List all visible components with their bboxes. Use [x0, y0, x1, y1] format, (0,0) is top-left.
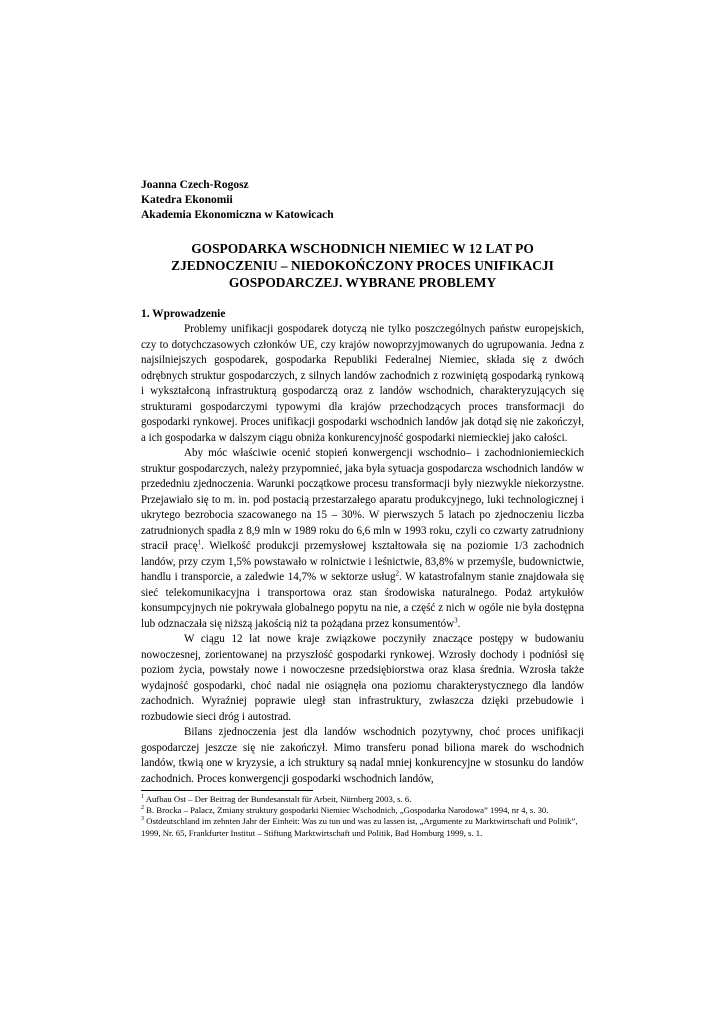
footnote-ref-1[interactable]: 1 — [197, 538, 202, 547]
section-heading: 1. Wprowadzenie — [141, 308, 226, 320]
author-name: Joanna Czech-Rogosz — [141, 179, 249, 191]
footnote-1-text: Aufbau Ost – Der Beitrag der Bundesanstalt für Arbeit, Nürnberg 2003, s. 6. — [144, 794, 412, 804]
footnote-1 — [141, 794, 584, 805]
paragraph-2-part-c: . W katastrofalnym stanie znajdowała się sieć telekomunikacyjna i transportowa oraz stan środowiska naturalnego. Podaż artykułów konsumpcyjnych nie pokrywała globalnego popytu na nie, a część z nich w ogóle nie była dostępna lub odznaczała się niższą jakością niż ta pożądana przez konsumentów — [141, 571, 584, 630]
footnote-1-mark: 1 — [141, 794, 144, 801]
paragraph-2-part-a: Aby móc właściwie ocenić stopień konwergencji wschodnio– i zachodnioniemieckich struktur gospodarczych, należy przypomnieć, jaka była sytuacja gospodarcza wschodnich landów w przededniu zjednoczenia. Warunki początkowe procesu transformacji były niezwykle niekorzystne. Przejawiało się to m. in. pod postacią przestarzałego aparatu produkcyjnego, luki technologicznej i ukrytego bezrobocia szacowanego na 15 – 30%. W pierwszych 5 latach po zjednoczeniu liczba zatrudnionych spadła z 8,9 mln w 1989 roku do 6,6 mln w 1993 roku, czyli co czwarty zatrudniony stracił pracę — [141, 447, 584, 552]
footnote-2-mark: 2 — [141, 805, 144, 812]
paragraph-4: Bilans zjednoczenia jest dla landów wschodnich pozytywny, choć proces unifikacji gospodarczej jeszcze się nie zakończył. Mimo transferu ponad biliona marek do wschodnich landów, tkwią one w kryzysie, a ich struktury są nadal mniej konkurencyjne w stosunku do landów zachodnich. Proces konwergencji gospodarki wschodnich landów, — [141, 726, 584, 785]
title-line-1: GOSPODARKA WSCHODNICH NIEMIEC W 12 LAT PO — [191, 241, 534, 256]
footnote-2-text: B. Brocka – Palacz, Zmiany struktury gospodarki Niemiec Wschodnich, „Gospodarka Narodowa” 1994, nr 4, s. 30. — [144, 805, 549, 816]
title-line-2: ZJEDNOCZENIU – NIEDOKOŃCZONY PROCES UNIFIKACJI — [171, 258, 554, 273]
page-content — [141, 178, 584, 839]
footnote-ref-2[interactable]: 2 — [395, 569, 400, 578]
footnotes — [141, 794, 584, 839]
footnote-3 — [141, 816, 584, 838]
footnote-ref-3[interactable]: 3 — [454, 615, 458, 624]
body-text — [141, 322, 584, 787]
paragraph-3: W ciągu 12 lat nowe kraje związkowe poczyniły znaczące postępy w budowaniu nowoczesnej, zorientowanej na przyszłość gospodarki rynkowej. Wzrosły dochody i podniósł się poziom życia, powstały nowe i nowoczesne przedsiębiorstwa oraz klasa średnia. Wzrosła także wydajność gospodarki, choć nadal nie osiągnęła ona poziomu charakterystycznego dla landów zachodnich. Wyraźniej poprawie uległ stan infrastruktury, zwłaszcza dzięki przebudowie i rozbudowie sieci dróg i autostrad. — [141, 633, 584, 723]
title-line-3: GOSPODARCZEJ. WYBRANE PROBLEMY — [228, 275, 497, 290]
paragraph-2-part-b: . Wielkość produkcji przemysłowej kształtowała się na poziomie 1/3 zachodnich landów, przy czym 1,5% powstawało w rolnictwie i leśnictwie, 83,8% w przemyśle, budownictwie, handlu i transporcie, a zaledwie 14,7% w sektorze usług — [141, 540, 584, 583]
author-institution: Akademia Ekonomiczna w Katowicach — [141, 209, 334, 221]
footnote-3-mark: 3 — [141, 816, 144, 823]
footnote-3-text: Ostdeutschland im zehnten Jahr der Einheit: Was zu tun und was zu lassen ist, „Argumente zu Marktwirtschaft und Politik”, 1999, Nr. 65, Frankfurter Institut – Stiftung Marktwirtschaft und Politik, Bad Homburg 1999, s. 1. — [141, 816, 578, 838]
footnote-2 — [141, 805, 584, 816]
paragraph-2 — [141, 446, 584, 632]
footnote-divider — [141, 790, 313, 791]
author-block — [141, 178, 584, 223]
paper-title — [141, 240, 584, 291]
author-department: Katedra Ekonomii — [141, 194, 233, 206]
paragraph-1: Problemy unifikacji gospodarek dotyczą nie tylko poszczególnych państw europejskich, czy to dotychczasowych członków UE, czy krajów nowoprzyjmowanych do ugrupowania. Jedna z najsilniejszych gospodarek, gospodarka Republiki Federalnej Niemiec, składa się z dwóch odrębnych struktur gospodarczych, z silnych landów zachodnich z rozwiniętą gospodarką rynkową i wykształconą infrastrukturą gospodarczą oraz z landów wschodnich, charakteryzujących się strukturami gospodarczymi typowymi dla krajów przechodzących proces transformacji do gospodarki rynkowej. Proces unifikacji gospodarki wschodnich landów jak dotąd się nie zakończył, a ich gospodarka w dalszym ciągu obniża konkurencyjność gospodarki niemieckiej jako całości. — [141, 323, 584, 444]
paragraph-2-part-d: . — [457, 617, 461, 630]
